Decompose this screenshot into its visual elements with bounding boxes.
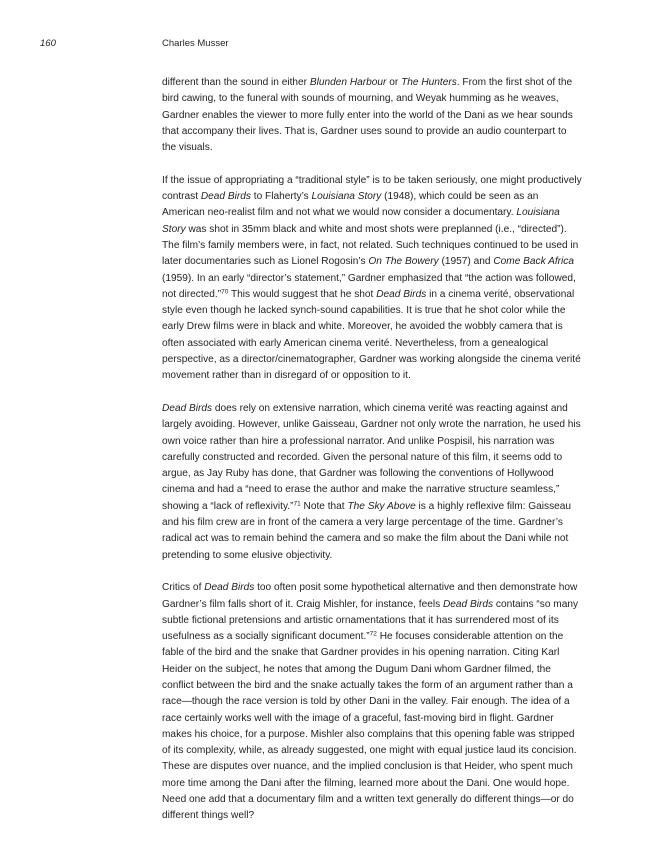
- body-text: [162, 75, 582, 841]
- italic-title: Dead Birds: [162, 402, 213, 414]
- text-run: He focuses considerable attention on the fable of the bird and the snake that Gardner provides in his opening narration. Citing Karl Heider on the subject, he notes that among the Dugum Dani whom Gardner filmed, the conflict between the bird and the snake actually takes the form of an argument rather than a race—though the race version is told by other Dani in the valley. Fair enough. The idea of a race certainly works well with the image of a graceful, fast-moving bird in flight. Gardner makes his choice, for a purpose. Mishler also complains that this opening fable was stripped of its complexity, while, as already suggested, one might with equal justice laud its concision. These are disputes over nuance, and the implied conclusion is that Heider, who spent much more time among the Dani after the filming, learned more about the Dani. One would hope. Need one add that a documentary film and a written text generally do different things—or do different things well?: [162, 631, 577, 822]
- text-run: . From the first shot of the bird cawing, to the funeral with sounds of mourning, and Weyak humming as he weaves, Gardner enables the viewer to more fully enter into the world of the Dani as we hear sounds that accompany their lives. That is, Gardner uses sound to provide an audio counterpart to the visuals.: [162, 77, 573, 154]
- italic-title: The Hunters: [401, 77, 457, 88]
- footnote-ref: 72: [369, 630, 377, 638]
- text-run: contains “so many subtle fictional pretensions and artistic ornamentations that it has surrendered most of its usefulness as a socially significant document.”: [162, 598, 579, 643]
- text-run: (1948), which could be seen as an American neo-realist film and not what we would now consider a documentary.: [162, 191, 539, 219]
- running-head-author: Charles Musser: [162, 38, 229, 49]
- text-run: Note that: [300, 500, 348, 512]
- italic-title: Louisiana Story: [162, 207, 560, 235]
- text-run: to Flaherty’s: [250, 191, 312, 203]
- text-run: or: [386, 77, 402, 88]
- text-run: too often posit some hypothetical alternative and then demonstrate how Gardner’s film falls short of it. Craig Mishler, for instance, feels: [162, 582, 578, 610]
- paragraph: [162, 173, 582, 385]
- paragraph: [162, 580, 582, 824]
- text-run: is a highly reflexive film: Gaisseau and his film crew are in front of the camera a very large percentage of the time. Gardner’s radical act was to remain behind the camera and so make the film about the Dani while not pretending to some elusive objectivity.: [162, 500, 572, 561]
- italic-title: Louisiana Story: [311, 191, 382, 203]
- paragraph: [162, 75, 582, 156]
- italic-title: Dead Birds: [200, 191, 251, 203]
- italic-title: On The Bowery: [368, 256, 439, 268]
- italic-title: Dead Birds: [204, 582, 255, 594]
- italic-title: Come Back Africa: [493, 256, 574, 268]
- footnote-ref: 71: [293, 500, 301, 508]
- text-run: does rely on extensive narration, which cinema verité was reacting against and largely avoiding. However, unlike Gaisseau, Gardner not only wrote the narration, he used his own voice rather than hire a professional narrator. And unlike Pospisil, his narration was carefully constructed and recorded. Given the personal nature of this film, it seems odd to argue, as Jay Ruby has done, that Gardner was following the conventions of Hollywood cinema and had a “need to erase the author and make the narrative structure seamless,” showing a “lack of reflexivity.”: [162, 402, 581, 512]
- italic-title: Blunden Harbour: [309, 77, 387, 88]
- text-run: was shot in 35mm black and white and most shots were preplanned (i.e., “directed”). The film’s family members were, in fact, not related. Such techniques continued to be used in later documentaries such as Lionel Rogosin’s: [162, 223, 579, 268]
- italic-title: Dead Birds: [376, 288, 427, 300]
- text-run: different than the sound in either: [162, 77, 310, 88]
- italic-title: The Sky Above: [347, 500, 416, 512]
- paragraph: [162, 401, 582, 564]
- page-number: 160: [40, 38, 56, 49]
- text-run: If the issue of appropriating a “traditional style” is to be taken seriously, one might productively contrast: [162, 174, 582, 203]
- italic-title: Dead Birds: [442, 598, 494, 610]
- text-run: (1959). In an early “director’s statement,” Gardner emphasized that “the action was followed, not directed.”: [162, 272, 576, 300]
- text-run: (1957) and: [438, 256, 494, 268]
- text-run: Critics of: [162, 582, 205, 594]
- footnote-ref: 70: [221, 288, 229, 296]
- text-run: in a cinema verité, observational style even though he lacked synch-sound capabilities. It is true that he shot color while the early Drew films were in black and white. Moreover, he avoided the wobbly camera that is often associated with early American cinema verité. Nevertheless, from a genealogical perspective, as a director/cinematographer, Gardner was working alongside the cinema verité movement rather than in disregard of or opposition to it.: [162, 288, 581, 382]
- text-run: This would suggest that he shot: [228, 288, 377, 300]
